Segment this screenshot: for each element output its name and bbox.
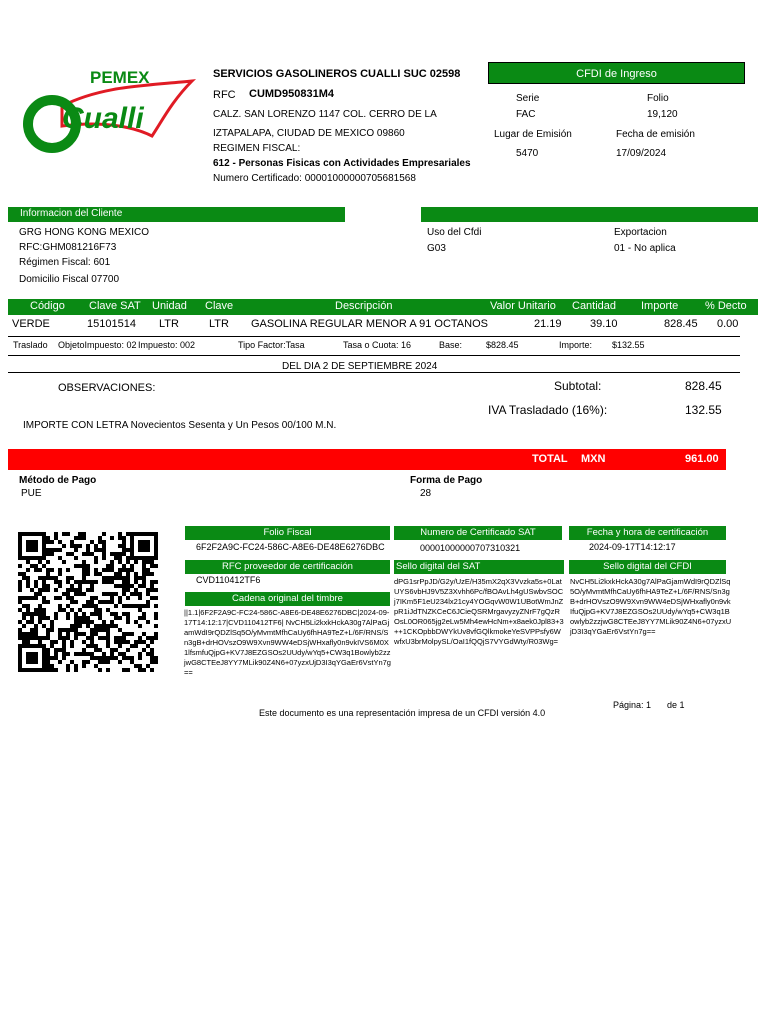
cadena-original-label: Cadena original del timbre xyxy=(185,592,390,606)
fecha-cert-value: 2024-09-17T14:12:17 xyxy=(589,542,676,552)
tax-base-value: $828.45 xyxy=(486,340,519,350)
uso-cfdi-value: G03 xyxy=(427,243,446,254)
rfc-proveedor-value: CVD110412TF6 xyxy=(196,575,261,585)
col-clave: Clave xyxy=(205,300,234,312)
company-logo xyxy=(22,66,202,156)
cell-clave: LTR xyxy=(209,318,229,330)
subtotal-value: 828.45 xyxy=(685,379,722,393)
cfdi-version-note: Este documento es una representación impresa de un CFDI versión 4.0 xyxy=(259,708,546,718)
tax-row xyxy=(8,336,740,356)
col-cantidad: Cantidad xyxy=(572,300,617,312)
issuer-regimen: 612 - Personas Fisicas con Actividades Empresariales xyxy=(213,158,471,169)
issuer-name: SERVICIOS GASOLINEROS CUALLI SUC 02598 xyxy=(213,68,461,80)
tax-objeto: ObjetoImpuesto: 02 xyxy=(58,340,137,350)
cert-sat-value: 00001000000707310321 xyxy=(420,543,521,553)
lugar-emision-label: Lugar de Emisión xyxy=(494,129,572,140)
metodo-pago-value: PUE xyxy=(21,488,42,499)
issuer-rfc-label: RFC xyxy=(213,89,236,101)
page-number: Página: 1 xyxy=(613,700,652,710)
total-value: 961.00 xyxy=(685,453,719,465)
table-bottom-divider xyxy=(8,372,740,373)
folio-fiscal-label: Folio Fiscal xyxy=(185,526,390,540)
issuer-address-1: CALZ. SAN LORENZO 1147 COL. CERRO DE LA xyxy=(213,109,437,120)
cell-cantidad: 39.10 xyxy=(590,318,618,330)
cell-clave-sat: 15101514 xyxy=(87,318,136,330)
cell-valor-unitario: 21.19 xyxy=(534,318,562,330)
subtotal-label: Subtotal: xyxy=(554,379,602,393)
tax-importe-label: Importe: xyxy=(559,340,593,350)
col-codigo: Código xyxy=(30,300,65,312)
metodo-pago-label: Método de Pago xyxy=(19,475,97,486)
issuer-certificate: Numero Certificado: 00001000000705681568 xyxy=(213,173,416,184)
tax-importe-value: $132.55 xyxy=(612,340,645,350)
items-table-header xyxy=(8,299,758,315)
col-valor-unitario: Valor Unitario xyxy=(490,300,556,312)
cell-importe: 828.45 xyxy=(664,318,698,330)
client-domicilio: Domicilio Fiscal 07700 xyxy=(19,274,120,285)
tax-base-label: Base: xyxy=(439,340,463,350)
fecha-emision-label: Fecha de emisión xyxy=(616,129,695,140)
sello-sat-label: Sello digital del SAT xyxy=(394,560,564,574)
rfc-proveedor-label: RFC proveedor de certificación xyxy=(185,560,390,574)
uso-cfdi-label: Uso del Cfdi xyxy=(427,227,482,238)
page-total: de 1 xyxy=(667,700,685,710)
date-note: DEL DIA 2 DE SEPTIEMBRE 2024 xyxy=(282,361,438,372)
folio-fiscal-value: 6F2F2A9C-FC24-586C-A8E6-DE48E6276DBC xyxy=(196,542,385,552)
lugar-emision-value: 5470 xyxy=(516,148,539,159)
fecha-cert-label: Fecha y hora de certificación xyxy=(569,526,726,540)
tax-tasa: Tasa o Cuota: 16 xyxy=(343,340,412,350)
issuer-rfc: CUMD950831M4 xyxy=(249,88,334,100)
issuer-regimen-label: REGIMEN FISCAL: xyxy=(213,143,301,154)
serie-label: Serie xyxy=(516,93,540,104)
sello-sat-value: dPG1srPpJD/G2y/UzE/H35mX2qX3Vvzka5s+0LatUYS6vbHJ9V5Z3Xvhh6Pc/fBOAvLh4gUSwbvSOCj7IKm5F1eU234lx21cy4YOGqvW0W1UBotWmJnZpR1iJdTNZKCeC6JCieQSRMrgavyzyZNrF7gQzROsL0OR065jg2eLw5Mh4ewHcNm+x8aek0Jpl83+3++1CKOpbbDWYkUv8vfGQlkmokeYeSVPPsfy6WwfxU3brMolpySL/OaI1fQQjS7VYGdWty/R03Wg= xyxy=(394,577,564,646)
cadena-original-value: ||1.1|6F2F2A9C-FC24-586C-A8E6-DE48E6276DBC|2024-09-17T14:12:17|CVD110412TF6| NvCH5Li2kxkHckA30g7AlPaGjamWdI9rQDZlSq5O/yMvmtMfhCaUy6fhHA9TeZ+L/6F/RNS/Sn3gB+drHOVszO9W9Xvn9WW4eDSjWHxafly0n9vkIVS6M0X1lfsmfuQjpG+KV7J8EZGSOs2UUdy/wYq5+CW3q1Bowlyb2zzjwG8CTEeJ8YY7MLik90Z4N6+07yzxUjD3I3qYGaEr6VstYn7g== xyxy=(184,608,391,677)
sello-cfdi-label: Sello digital del CFDI xyxy=(569,560,726,574)
iva-label: IVA Trasladado (16%): xyxy=(488,403,608,417)
cell-unidad: LTR xyxy=(159,318,179,330)
folio-value: 19,120 xyxy=(647,109,678,120)
logo-bottom-text: Cualli xyxy=(62,102,144,135)
client-rfc: RFC:GHM081216F73 xyxy=(19,242,117,253)
fecha-emision-value: 17/09/2024 xyxy=(616,148,667,159)
client-regimen: Régimen Fiscal: 601 xyxy=(19,257,111,268)
col-clave-sat: Clave SAT xyxy=(89,300,141,312)
cell-codigo: VERDE xyxy=(12,318,50,330)
folio-label: Folio xyxy=(647,93,669,104)
col-unidad: Unidad xyxy=(152,300,187,312)
cell-descripcion: GASOLINA REGULAR MENOR A 91 OCTANOS xyxy=(251,318,488,330)
logo-top-text: PEMEX xyxy=(90,68,150,87)
exportacion-label: Exportacion xyxy=(614,227,667,238)
tax-traslado: Traslado xyxy=(13,340,48,350)
total-currency: MXN xyxy=(581,453,606,465)
col-descuento: % Decto xyxy=(705,300,747,312)
cfdi-info-header-bar xyxy=(421,207,758,222)
cert-sat-label: Numero de Certificado SAT xyxy=(394,526,562,540)
forma-pago-value: 28 xyxy=(420,488,432,499)
cfdi-type-banner: CFDI de Ingreso xyxy=(488,62,745,84)
total-bar xyxy=(8,449,726,470)
client-section-header: Informacion del Cliente xyxy=(8,207,345,222)
exportacion-value: 01 - No aplica xyxy=(614,243,676,254)
sello-cfdi-value: NvCH5Li2kxkHckA30g7AlPaGjamWdI9rQDZlSq5O/yMvmtMfhCaUy6fhHA9TeZ+L/6F/RNS/Sn3gB+drHOVszO9W9Xvn9WW4eDSjWHxafly0n9vkIfuQjpG+KV7J8EZGSOs2UUdy/wYq5+CW3q1Bowlyb2zzjwG8CTEeJ8YY7MLik90Z4N6+07yzxUjD3I3qYGaEr6VstYn7g== xyxy=(570,577,732,636)
col-descripcion: Descripción xyxy=(335,300,393,312)
table-row xyxy=(8,318,758,334)
cell-descuento: 0.00 xyxy=(717,318,739,330)
client-name: GRG HONG KONG MEXICO xyxy=(19,227,150,238)
tax-impuesto: Impuesto: 002 xyxy=(138,340,196,350)
issuer-address-2: IZTAPALAPA, CIUDAD DE MEXICO 09860 xyxy=(213,128,405,139)
iva-value: 132.55 xyxy=(685,403,722,417)
forma-pago-label: Forma de Pago xyxy=(410,475,483,486)
serie-value: FAC xyxy=(516,109,536,120)
importe-con-letra: IMPORTE CON LETRA Novecientos Sesenta y Un Pesos 00/100 M.N. xyxy=(23,420,337,431)
total-label: TOTAL xyxy=(532,453,568,465)
tax-tipo-factor: Tipo Factor:Tasa xyxy=(238,340,305,350)
col-importe: Importe xyxy=(641,300,679,312)
observaciones-label: OBSERVACIONES: xyxy=(58,382,156,394)
qr-code xyxy=(18,532,158,672)
